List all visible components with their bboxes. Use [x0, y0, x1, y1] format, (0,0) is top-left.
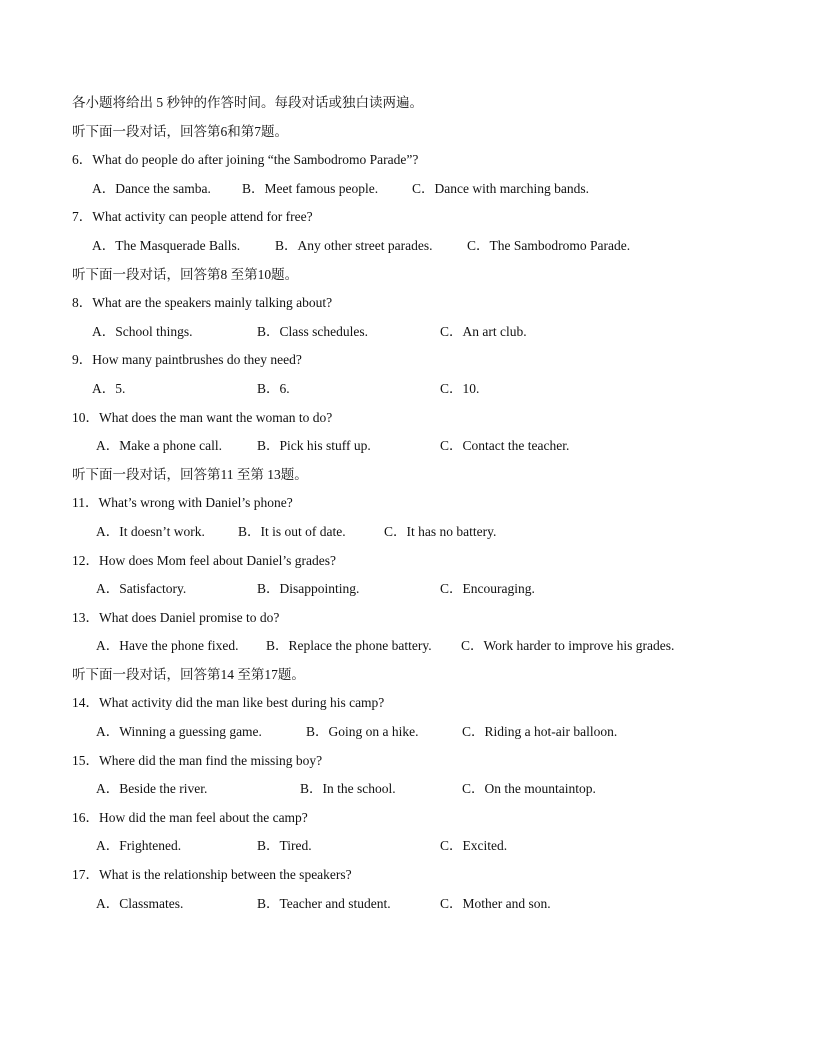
option-c: C．Mother and son.: [440, 895, 551, 911]
option-a: A．Beside the river.: [96, 781, 208, 797]
answer-options: [72, 632, 752, 661]
answer-options: [72, 518, 752, 547]
intro-instruction: 各小题将给出 5 秒钟的作答时间。每段对话或独白读两遍。: [72, 95, 423, 110]
question-text: 6．What do people do after joining “the Sambodromo Parade”?: [72, 152, 419, 168]
question-text: 11．What’s wrong with Daniel’s phone?: [72, 495, 293, 511]
option-c: C．The Sambodromo Parade.: [467, 237, 631, 253]
question-text: 12．How does Mom feel about Daniel’s grades?: [72, 552, 336, 568]
option-a: A．Frightened.: [96, 838, 182, 854]
option-c: C．Contact the teacher.: [440, 438, 570, 454]
option-c: C．Encouraging.: [440, 581, 535, 597]
option-a: A．School things.: [92, 323, 193, 339]
option-a: A．Dance the samba.: [92, 180, 211, 196]
question-text: 16．How did the man feel about the camp?: [72, 809, 308, 825]
answer-options: [72, 432, 752, 461]
option-b: B．In the school.: [300, 781, 396, 797]
option-c: C．An art club.: [440, 323, 527, 339]
option-a: A．Winning a guessing game.: [96, 724, 262, 740]
option-b: B．Going on a hike.: [306, 724, 419, 740]
question-text: 15．Where did the man find the missing boy?: [72, 752, 323, 768]
option-b: B．It is out of date.: [238, 523, 346, 539]
section-instruction: 听下面一段对话，回答第11 至第 13题。: [72, 466, 308, 482]
option-b: B．Teacher and student.: [257, 895, 391, 911]
option-c: C．Riding a hot-air balloon.: [462, 724, 618, 740]
option-b: B．Any other street parades.: [275, 237, 433, 253]
answer-options: [72, 175, 752, 204]
section-instruction: 听下面一段对话，回答第8 至第10题。: [72, 266, 299, 282]
option-b: B．Disappointing.: [257, 581, 360, 597]
answer-options: [72, 575, 752, 604]
option-a: A．Make a phone call.: [96, 438, 222, 454]
answer-options: [72, 318, 752, 347]
section-instruction: 听下面一段对话，回答第6和第7题。: [72, 123, 288, 139]
option-b: B．6.: [257, 380, 290, 396]
option-b: B．Meet famous people.: [242, 180, 379, 196]
option-c: C．10.: [440, 380, 480, 396]
question-text: 14．What activity did the man like best during his camp?: [72, 695, 385, 711]
option-b: B．Replace the phone battery.: [266, 638, 432, 654]
answer-options: [72, 890, 752, 919]
option-c: C．Work harder to improve his grades.: [461, 638, 675, 654]
question-text: 8．What are the speakers mainly talking about?: [72, 295, 333, 311]
option-a: A．It doesn’t work.: [96, 523, 205, 539]
question-text: 9．How many paintbrushes do they need?: [72, 352, 302, 368]
option-b: B．Class schedules.: [257, 323, 368, 339]
question-text: 13．What does Daniel promise to do?: [72, 609, 280, 625]
option-b: B．Tired.: [257, 838, 312, 854]
option-a: A．Satisfactory.: [96, 581, 187, 597]
answer-options: [72, 232, 752, 261]
question-text: 17．What is the relationship between the speakers?: [72, 867, 352, 883]
option-c: C．Dance with marching bands.: [412, 180, 589, 196]
option-a: A．Classmates.: [96, 895, 184, 911]
answer-options: [72, 718, 752, 747]
option-c: C．On the mountaintop.: [462, 781, 596, 797]
answer-options: [72, 832, 752, 861]
option-c: C．It has no battery.: [384, 523, 497, 539]
answer-options: [72, 775, 752, 804]
option-a: A．The Masquerade Balls.: [92, 237, 241, 253]
option-b: B．Pick his stuff up.: [257, 438, 371, 454]
option-a: A．Have the phone fixed.: [96, 638, 239, 654]
question-text: 10．What does the man want the woman to do?: [72, 409, 333, 425]
question-text: 7．What activity can people attend for free?: [72, 209, 313, 225]
section-instruction: 听下面一段对话，回答第14 至第17题。: [72, 666, 305, 682]
listening-section: [72, 89, 752, 918]
option-a: A．5.: [92, 380, 126, 396]
option-c: C．Excited.: [440, 838, 508, 854]
answer-options: [72, 375, 752, 404]
